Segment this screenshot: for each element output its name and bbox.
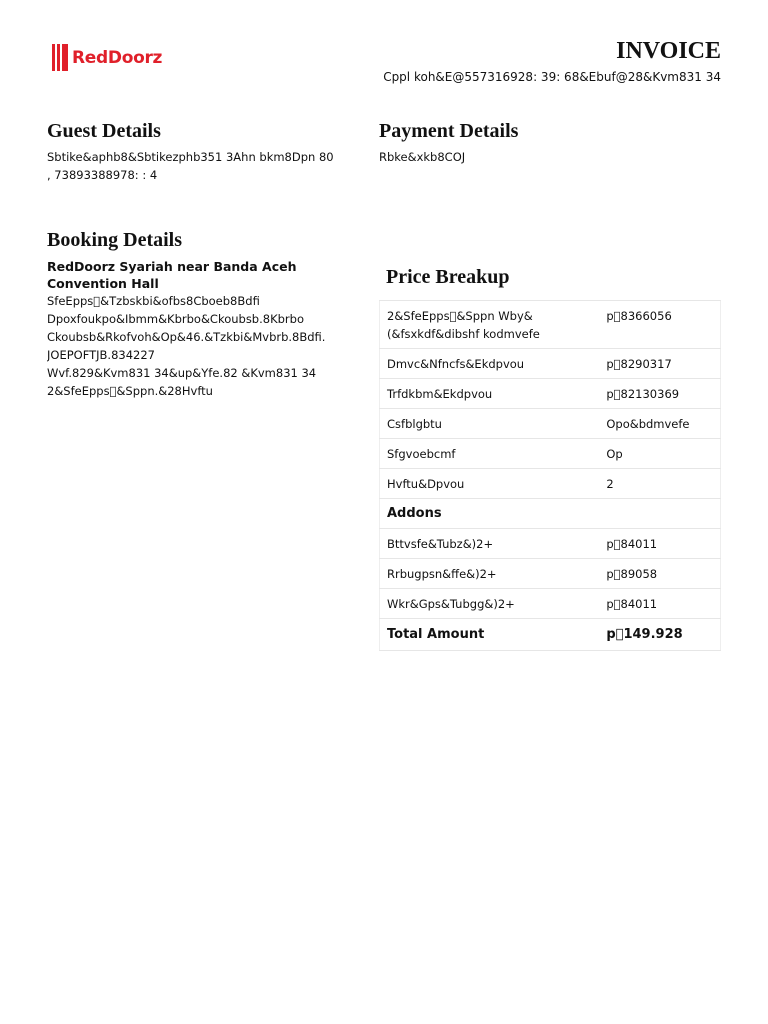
price-row-label: Trfdkbm&Ekdpvou [380, 379, 600, 409]
brand-name: RedDoorz [72, 47, 163, 68]
price-row-value: p 82130369 [599, 379, 720, 409]
guest-details-text [47, 148, 367, 184]
price-row-label: Sfgvoebcmf [380, 439, 600, 469]
total-row [380, 619, 721, 651]
booking-details-text [47, 292, 347, 400]
price-row [380, 379, 721, 409]
payment-details-text [379, 148, 679, 166]
addon-row [380, 589, 721, 619]
price-row [380, 439, 721, 469]
payment-details-heading: Payment Details [379, 120, 519, 142]
total-label: Total Amount [380, 619, 600, 651]
invoice-meta: Cppl koh&E@557316928: 39: 68&Ebuf@28&Kvm831 34 [383, 70, 721, 84]
addon-row-value: p 84011 [599, 589, 720, 619]
guest-line-1: Sbtike&aphb8&Sbtikezphb351 3Ahn bkm8Dpn 80 [47, 150, 334, 164]
payment-line-1: Rbke&xkb8COJ [379, 150, 466, 164]
addons-spacer [599, 499, 720, 529]
price-row-value: Op [599, 439, 720, 469]
price-row-value: p 8290317 [599, 349, 720, 379]
booking-line: JOEPOFTJB.834227 [47, 348, 155, 362]
reddoorz-logo [52, 44, 162, 71]
price-row-value: 2 [599, 469, 720, 499]
price-row-value: p 8366056 [599, 301, 720, 349]
booking-line: Dpoxfoukpo&Ibmm&Kbrbo&Ckoubsb.8Kbrbo [47, 312, 304, 326]
addon-row [380, 529, 721, 559]
price-row [380, 469, 721, 499]
price-row-label: Hvftu&Dpvou [380, 469, 600, 499]
addon-row-label: Bttvsfe&Tubz&)2+ [380, 529, 600, 559]
guest-details-heading: Guest Details [47, 120, 161, 142]
addon-row-value: p 89058 [599, 559, 720, 589]
price-row-label: 2&SfeEpps &Sppn Wby&(&fsxkdf&dibshf kodmvefe [380, 301, 600, 349]
booking-line: SfeEpps &Tzbskbi&ofbs8Cboeb8Bdfi [47, 294, 260, 308]
price-row-value: Opo&bdmvefe [599, 409, 720, 439]
price-row-label: Csfblgbtu [380, 409, 600, 439]
door-logo-icon [52, 44, 68, 71]
price-breakup-table [379, 300, 721, 651]
booking-line: Ckoubsb&Rkofvoh&Op&46.&Tzkbi&Mvbrb.8Bdfi. [47, 330, 326, 344]
addons-header-row [380, 499, 721, 529]
booking-line: 2&SfeEpps &Sppn.&28Hvftu [47, 384, 213, 398]
price-row-label: Dmvc&Nfncfs&Ekdpvou [380, 349, 600, 379]
addon-row-value: p 84011 [599, 529, 720, 559]
booking-details-heading: Booking Details [47, 229, 183, 251]
booking-line: Wvf.829&Kvm831 34&up&Yfe.82 &Kvm831 34 [47, 366, 317, 380]
addon-row [380, 559, 721, 589]
addon-row-label: Rrbugpsn&ffe&)2+ [380, 559, 600, 589]
price-breakup-heading: Price Breakup [386, 266, 510, 288]
price-row [380, 301, 721, 349]
price-row [380, 349, 721, 379]
addons-label: Addons [380, 499, 600, 529]
guest-line-2: , 73893388978: : 4 [47, 168, 158, 182]
invoice-title: INVOICE [616, 38, 721, 64]
addon-row-label: Wkr&Gps&Tubgg&)2+ [380, 589, 600, 619]
price-row [380, 409, 721, 439]
hotel-name: RedDoorz Syariah near Banda Aceh Convention Hall [47, 259, 297, 291]
total-value: p 149.928 [599, 619, 720, 651]
